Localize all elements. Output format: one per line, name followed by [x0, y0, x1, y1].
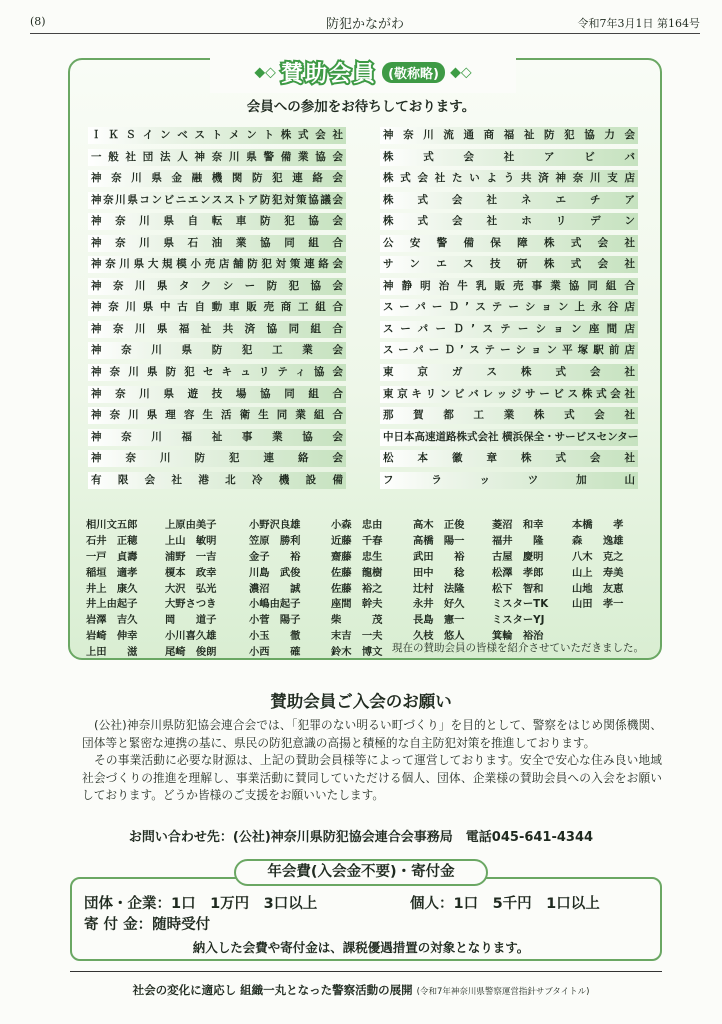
member-name: 大沢 弘光	[165, 582, 217, 595]
footer	[0, 982, 722, 998]
member-name: 佐藤 龍樹	[331, 566, 383, 579]
member-name: 金子 裕	[249, 550, 301, 563]
member-name: 濃沼 誠	[249, 582, 301, 595]
org-name: スーパーＤ’ステーション平塚駅前店	[380, 342, 638, 359]
member-name: 稲垣 適孝	[86, 566, 138, 579]
member-name: 岩澤 吉久	[86, 614, 138, 627]
org-name: 神奈川県理容生活衛生同業組合	[88, 407, 346, 424]
member-name: 武田 裕	[413, 550, 465, 563]
member-name: 小西 確	[249, 646, 301, 659]
footer-note: (令和7年神奈川県警察運営指針サブタイトル)	[416, 987, 590, 997]
org-name: スーパーＤ’ステーション座間店	[380, 321, 638, 338]
org-name: 東京キリンビバレッジサービス株式会社	[380, 386, 638, 403]
member-name: 末吉 一夫	[331, 630, 383, 643]
org-name: 神奈川県福祉共済協同組合	[88, 321, 346, 338]
member-name: 小川喜久雄	[165, 630, 217, 643]
org-name: 神奈川県コンビニエンスストア防犯対策協議会	[88, 192, 346, 209]
diamond-ornament-icon: ◆◇	[254, 64, 276, 81]
member-name: 菱沼 和幸	[492, 519, 544, 531]
member-name: 小玉 徹	[249, 630, 301, 643]
org-name: 有限会社港北冷機設備	[88, 472, 346, 489]
request-title: 賛助会員ご入会のお願い	[270, 692, 452, 711]
page-header	[30, 10, 700, 34]
member-name: 井上由起子	[86, 598, 138, 611]
org-name: サンエス技研株式会社	[380, 256, 638, 273]
member-name: 井上 康久	[86, 582, 138, 595]
org-name: 神静明治牛乳販売事業協同組合	[380, 278, 638, 295]
member-name: 永井 好久	[413, 598, 465, 611]
member-name: 笠原 勝利	[249, 534, 301, 547]
member-name: ミスターYJ	[492, 614, 545, 627]
member-name: 齋藤 忠生	[331, 550, 383, 563]
org-name: 株式会社ホリデン	[380, 213, 638, 230]
fee-donation: 寄 付 金：随時受付	[84, 917, 211, 933]
member-name: 鈴木 博文	[331, 646, 383, 659]
fee-corporate: 団体・企業：1口 1万円 3口以上	[84, 896, 318, 912]
member-name: 山田 孝一	[572, 598, 624, 611]
org-name: 中日本高速道路株式会社 横浜保全・サービスセンター	[380, 429, 638, 446]
member-name: 上山 敏明	[165, 534, 217, 547]
member-name: 柴 茂	[331, 614, 383, 627]
banner-title: 賛助会員	[281, 62, 378, 87]
org-name: 那賀都工業株式会社	[380, 407, 638, 424]
member-name: 高橋 陽一	[413, 534, 465, 547]
member-name: 近藤 千春	[331, 534, 383, 547]
member-name: 石井 正穂	[86, 534, 138, 547]
org-name: 神奈川県防犯工業会	[88, 342, 346, 359]
org-name: 東京ガス株式会社	[380, 364, 638, 381]
member-name: 森 逸雄	[572, 534, 624, 547]
member-name: 田中 稔	[413, 566, 465, 579]
member-name: ミスターTK	[492, 598, 549, 611]
member-name: 長島 憲一	[413, 614, 465, 627]
member-name: 辻村 法隆	[413, 582, 465, 595]
member-name: 尾崎 俊朗	[165, 646, 217, 659]
org-name: 神奈川福祉事業協会	[88, 429, 346, 446]
member-name: 松下 智和	[492, 582, 544, 595]
member-name: 佐藤 裕之	[331, 582, 383, 595]
individual-members-grid	[86, 516, 646, 659]
request-body	[82, 717, 662, 805]
tax-note: 納入した会費や寄付金は、課税優遇措置の対象となります。	[192, 940, 530, 955]
org-name: 神奈川県大規模小売店舗防犯対策連絡会	[88, 256, 346, 273]
org-name: 神奈川県金融機関防犯連絡会	[88, 170, 346, 187]
org-name: 株式会社アビバ	[380, 149, 638, 166]
member-name: 八木 克之	[572, 550, 624, 563]
member-name: 松澤 孝郎	[492, 566, 544, 579]
org-name: 神奈川県防犯セキュリティ協会	[88, 364, 346, 381]
fee-title: 年会費(入会金不要)・寄付金	[234, 859, 488, 886]
request-paragraph: その事業活動に必要な財源は、上記の賛助会員様等によって運営しております。安全で安心な住み良い地域社会づくりの推進を理解し、事業活動に賛同していただける個人、団体、企業様の賛助会員への入会をお願いしております。どうか皆様のご支援をお願いいたします。	[82, 753, 662, 802]
member-name: 川島 武俊	[249, 566, 301, 579]
member-name: 小嶋由起子	[249, 598, 301, 611]
org-name: 公安警備保障株式会社	[380, 235, 638, 252]
org-name: 神奈川県遊技場協同組合	[88, 386, 346, 403]
org-name: スーパーＤ’ステーション上永谷店	[380, 299, 638, 316]
contact-info: お問い合わせ先：(公社)神奈川県防犯協会連合会事務局 電話045-641-4344	[128, 830, 594, 845]
page-number: (8)	[30, 15, 46, 28]
org-name: ＩＫＳインベストメント株式会社	[88, 127, 346, 144]
newsletter-title: 防犯かながわ	[325, 17, 404, 32]
org-name: 神奈川県タクシー防犯協会	[88, 278, 346, 295]
member-name: 山上 寿美	[572, 566, 624, 579]
fee-individual: 個人：1口 5千円 1口以上	[410, 896, 600, 912]
member-name: 高木 正俊	[413, 519, 465, 531]
member-name: 小野沢良雄	[249, 519, 301, 531]
org-list-left	[88, 127, 346, 493]
request-paragraph: (公社)神奈川県防犯協会連合会では、「犯罪のない明るい町づくり」を目的として、警察をはじめ関係機関、団体等と緊密な連携の基に、県民の防犯意識の高揚と積極的な自主防犯対策を推進しております。	[82, 718, 662, 750]
diamond-ornament-icon: ◆◇	[450, 64, 472, 81]
member-name: 上原由美子	[165, 519, 217, 531]
member-name: 小森 忠由	[331, 519, 383, 531]
org-name: 神奈川流通商福祉防犯協力会	[380, 127, 638, 144]
org-name: 神奈川県石油業協同組合	[88, 235, 346, 252]
org-name: 一般社団法人神奈川県警備業協会	[88, 149, 346, 166]
footer-divider	[70, 971, 662, 972]
member-name: 久枝 悠人	[413, 630, 465, 643]
member-name: 福井 隆	[492, 534, 544, 547]
thanks-note: 現在の賛助会員の皆様を紹介させていただきました。	[392, 642, 644, 654]
org-name: 松本徽章株式会社	[380, 450, 638, 467]
member-name: 一戸 貞壽	[86, 550, 138, 563]
member-name: 座間 幹夫	[331, 598, 383, 611]
member-name	[572, 611, 646, 627]
member-name: 岩崎 伸幸	[86, 630, 138, 643]
org-list-right	[380, 127, 638, 493]
org-name: 神奈川県中古自動車販売商工組合	[88, 299, 346, 316]
member-name: 浦野 一吉	[165, 550, 217, 563]
banner-honorific: (敬称略)	[382, 62, 445, 83]
org-name: 株式会社たいよう共済神奈川支店	[380, 170, 638, 187]
member-name: 箕輪 裕治	[492, 630, 544, 643]
member-name: 相川文五郎	[86, 519, 138, 531]
org-name: フラッツ加山	[380, 472, 638, 489]
members-banner	[210, 57, 516, 93]
member-name: 古屋 慶明	[492, 550, 544, 563]
org-name: 株式会社ネエチア	[380, 192, 638, 209]
member-name: 榎本 政幸	[165, 566, 217, 579]
footer-slogan: 社会の変化に適応し 組織一丸となった警察活動の展開	[132, 983, 413, 997]
invite-text: 会員への参加をお待ちしております。	[246, 99, 476, 115]
member-name: 本橋 孝	[572, 519, 624, 531]
issue-date: 令和7年3月1日 第164号	[577, 17, 700, 30]
org-name: 神奈川防犯連絡会	[88, 450, 346, 467]
member-name: 山地 友恵	[572, 582, 624, 595]
member-name: 上田 滋	[86, 646, 138, 659]
member-name: 大野さつき	[165, 598, 217, 611]
member-name: 岡 道子	[165, 614, 217, 627]
member-name: 小菅 陽子	[249, 614, 301, 627]
org-name: 神奈川県自転車防犯協会	[88, 213, 346, 230]
